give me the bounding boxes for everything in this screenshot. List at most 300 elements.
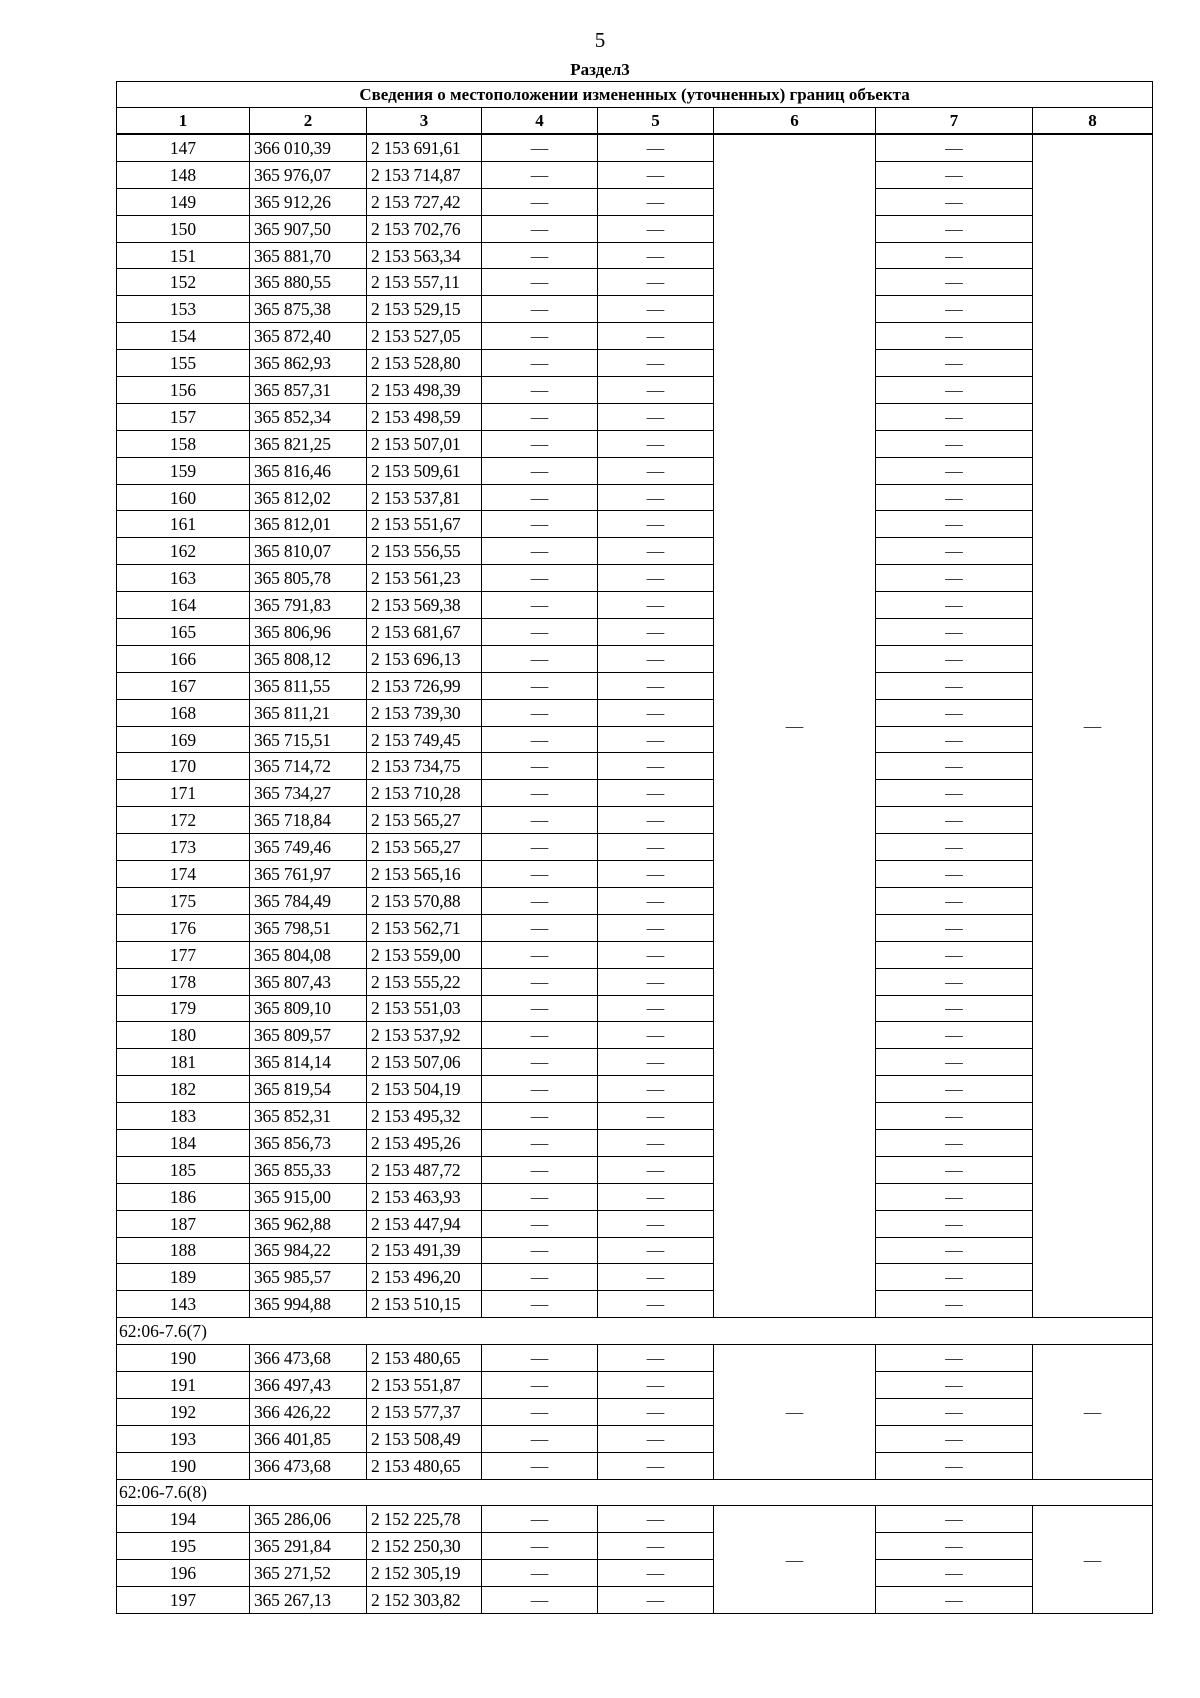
coordinate-y: 2 153 734,75: [367, 753, 482, 780]
column-5-value: —: [598, 699, 714, 726]
column-7-value: —: [876, 1103, 1033, 1130]
column-4-value: —: [482, 1076, 598, 1103]
coordinate-x: 365 821,25: [250, 430, 367, 457]
column-7-value: —: [876, 296, 1033, 323]
column-5-value: —: [598, 995, 714, 1022]
column-4-value: —: [482, 484, 598, 511]
coordinate-y: 2 153 565,27: [367, 807, 482, 834]
table-row: [117, 672, 1153, 699]
column-5-value: —: [598, 1560, 714, 1587]
table-row: [117, 296, 1153, 323]
point-number: 193: [117, 1425, 250, 1452]
coordinate-x: 366 497,43: [250, 1371, 367, 1398]
point-number: 150: [117, 215, 250, 242]
column-header: 4: [482, 108, 598, 135]
point-number: 166: [117, 645, 250, 672]
point-number: 164: [117, 592, 250, 619]
column-4-value: —: [482, 242, 598, 269]
coordinate-x: 365 714,72: [250, 753, 367, 780]
column-7-value: —: [876, 1210, 1033, 1237]
point-number: 174: [117, 861, 250, 888]
coordinate-x: 365 810,07: [250, 538, 367, 565]
column-4-value: —: [482, 296, 598, 323]
column-5-value: —: [598, 726, 714, 753]
table-row: [117, 861, 1153, 888]
column-4-value: —: [482, 323, 598, 350]
column-4-value: —: [482, 592, 598, 619]
column-7-value: —: [876, 995, 1033, 1022]
group-header-row: [117, 1318, 1153, 1345]
column-5-value: —: [598, 403, 714, 430]
table-row: [117, 1345, 1153, 1372]
column-5-value: —: [598, 1049, 714, 1076]
point-number: 196: [117, 1560, 250, 1587]
column-4-value: —: [482, 834, 598, 861]
column-4-value: —: [482, 1237, 598, 1264]
column-4-value: —: [482, 1049, 598, 1076]
coordinate-y: 2 153 570,88: [367, 887, 482, 914]
column-7-value: —: [876, 1425, 1033, 1452]
coordinate-y: 2 153 496,20: [367, 1264, 482, 1291]
table-row: [117, 968, 1153, 995]
coordinate-y: 2 153 504,19: [367, 1076, 482, 1103]
point-number: 183: [117, 1103, 250, 1130]
column-5-value: —: [598, 1506, 714, 1533]
column-5-value: —: [598, 296, 714, 323]
table-row: [117, 538, 1153, 565]
column-7-value: —: [876, 1264, 1033, 1291]
coordinate-y: 2 153 508,49: [367, 1425, 482, 1452]
point-number: 190: [117, 1452, 250, 1479]
table-row: [117, 403, 1153, 430]
column-7-value: —: [876, 188, 1033, 215]
column-7-value: —: [876, 538, 1033, 565]
table-row: [117, 1452, 1153, 1479]
coordinate-y: 2 153 529,15: [367, 296, 482, 323]
point-number: 179: [117, 995, 250, 1022]
coordinate-x: 365 852,34: [250, 403, 367, 430]
point-number: 168: [117, 699, 250, 726]
point-number: 157: [117, 403, 250, 430]
table-row: [117, 1156, 1153, 1183]
column-5-value: —: [598, 1291, 714, 1318]
coordinate-y: 2 153 495,26: [367, 1129, 482, 1156]
column-4-value: —: [482, 699, 598, 726]
column-5-value: —: [598, 1587, 714, 1614]
column-7-value: —: [876, 565, 1033, 592]
coordinate-y: 2 153 559,00: [367, 941, 482, 968]
point-number: 175: [117, 887, 250, 914]
column-7-value: —: [876, 1156, 1033, 1183]
column-4-value: —: [482, 726, 598, 753]
table-row: [117, 430, 1153, 457]
column-5-value: —: [598, 1103, 714, 1130]
table-row: [117, 161, 1153, 188]
column-5-value: —: [598, 1264, 714, 1291]
column-7-value: —: [876, 161, 1033, 188]
column-4-value: —: [482, 1291, 598, 1318]
point-number: 194: [117, 1506, 250, 1533]
column-5-value: —: [598, 780, 714, 807]
point-number: 176: [117, 914, 250, 941]
coordinate-y: 2 153 726,99: [367, 672, 482, 699]
column-7-value: —: [876, 887, 1033, 914]
coordinate-y: 2 153 681,67: [367, 619, 482, 646]
column-5-value: —: [598, 1533, 714, 1560]
point-number: 195: [117, 1533, 250, 1560]
table-row: [117, 457, 1153, 484]
column-header: 6: [714, 108, 876, 135]
column-5-value: —: [598, 807, 714, 834]
table-row: [117, 1076, 1153, 1103]
point-number: 191: [117, 1371, 250, 1398]
column-4-value: —: [482, 753, 598, 780]
table-row: [117, 914, 1153, 941]
point-number: 148: [117, 161, 250, 188]
column-4-value: —: [482, 645, 598, 672]
point-number: 172: [117, 807, 250, 834]
coordinate-x: 365 807,43: [250, 968, 367, 995]
column-5-value: —: [598, 861, 714, 888]
coordinate-x: 365 812,02: [250, 484, 367, 511]
coordinate-y: 2 153 527,05: [367, 323, 482, 350]
column-5-value: —: [598, 592, 714, 619]
column-4-value: —: [482, 780, 598, 807]
coordinate-y: 2 153 561,23: [367, 565, 482, 592]
coordinate-x: 365 819,54: [250, 1076, 367, 1103]
column-4-value: —: [482, 269, 598, 296]
column-5-value: —: [598, 377, 714, 404]
column-4-value: —: [482, 1103, 598, 1130]
column-header: 2: [250, 108, 367, 135]
point-number: 151: [117, 242, 250, 269]
coordinate-y: 2 153 555,22: [367, 968, 482, 995]
table-row: [117, 592, 1153, 619]
column-7-value: —: [876, 968, 1033, 995]
coordinate-y: 2 153 507,01: [367, 430, 482, 457]
column-7-value: —: [876, 780, 1033, 807]
table-row: [117, 780, 1153, 807]
point-number: 152: [117, 269, 250, 296]
point-number: 185: [117, 1156, 250, 1183]
coordinate-x: 366 010,39: [250, 134, 367, 161]
coordinate-x: 366 426,22: [250, 1398, 367, 1425]
coordinate-y: 2 153 569,38: [367, 592, 482, 619]
point-number: 169: [117, 726, 250, 753]
column-5-value: —: [598, 968, 714, 995]
column-5-value: —: [598, 1183, 714, 1210]
coordinate-x: 365 984,22: [250, 1237, 367, 1264]
coordinate-x: 365 985,57: [250, 1264, 367, 1291]
column-5-value: —: [598, 834, 714, 861]
coordinate-x: 365 798,51: [250, 914, 367, 941]
column-4-value: —: [482, 1156, 598, 1183]
point-number: 167: [117, 672, 250, 699]
coordinate-y: 2 153 749,45: [367, 726, 482, 753]
column-8-value: —: [1033, 1345, 1153, 1479]
coordinate-x: 365 809,57: [250, 1022, 367, 1049]
coordinate-x: 366 401,85: [250, 1425, 367, 1452]
coordinate-y: 2 153 565,16: [367, 861, 482, 888]
coordinate-x: 365 784,49: [250, 887, 367, 914]
group-header-row: [117, 1479, 1153, 1506]
column-4-value: —: [482, 511, 598, 538]
column-7-value: —: [876, 834, 1033, 861]
point-number: 165: [117, 619, 250, 646]
column-5-value: —: [598, 134, 714, 161]
column-4-value: —: [482, 350, 598, 377]
column-4-value: —: [482, 430, 598, 457]
coordinate-y: 2 153 551,03: [367, 995, 482, 1022]
table-row: [117, 484, 1153, 511]
coordinate-x: 365 907,50: [250, 215, 367, 242]
table-row: [117, 995, 1153, 1022]
coordinate-x: 365 271,52: [250, 1560, 367, 1587]
point-number: 163: [117, 565, 250, 592]
coordinate-x: 365 291,84: [250, 1533, 367, 1560]
coordinate-x: 365 805,78: [250, 565, 367, 592]
table-row: [117, 699, 1153, 726]
column-4-value: —: [482, 161, 598, 188]
table-row: [117, 1022, 1153, 1049]
column-7-value: —: [876, 1587, 1033, 1614]
column-4-value: —: [482, 672, 598, 699]
column-5-value: —: [598, 457, 714, 484]
column-5-value: —: [598, 645, 714, 672]
column-5-value: —: [598, 1452, 714, 1479]
column-5-value: —: [598, 619, 714, 646]
table-row: [117, 323, 1153, 350]
coordinate-y: 2 153 714,87: [367, 161, 482, 188]
column-4-value: —: [482, 538, 598, 565]
column-7-value: —: [876, 861, 1033, 888]
column-5-value: —: [598, 242, 714, 269]
point-number: 161: [117, 511, 250, 538]
table-row: [117, 1103, 1153, 1130]
column-5-value: —: [598, 511, 714, 538]
column-7-value: —: [876, 1049, 1033, 1076]
table-row: [117, 565, 1153, 592]
table-row: [117, 215, 1153, 242]
column-7-value: —: [876, 645, 1033, 672]
coordinate-y: 2 153 563,34: [367, 242, 482, 269]
coordinate-y: 2 153 551,87: [367, 1371, 482, 1398]
coordinate-x: 365 814,14: [250, 1049, 367, 1076]
column-5-value: —: [598, 672, 714, 699]
column-4-value: —: [482, 1506, 598, 1533]
point-number: 181: [117, 1049, 250, 1076]
column-4-value: —: [482, 377, 598, 404]
coordinate-x: 365 857,31: [250, 377, 367, 404]
coordinate-y: 2 153 556,55: [367, 538, 482, 565]
coordinate-x: 365 872,40: [250, 323, 367, 350]
point-number: 182: [117, 1076, 250, 1103]
column-7-value: —: [876, 753, 1033, 780]
column-5-value: —: [598, 1345, 714, 1372]
column-4-value: —: [482, 1452, 598, 1479]
coordinate-x: 365 881,70: [250, 242, 367, 269]
coordinate-y: 2 153 528,80: [367, 350, 482, 377]
column-5-value: —: [598, 1237, 714, 1264]
column-7-value: —: [876, 1533, 1033, 1560]
table-row: [117, 834, 1153, 861]
column-5-value: —: [598, 1129, 714, 1156]
coordinate-y: 2 153 577,37: [367, 1398, 482, 1425]
coordinate-x: 365 734,27: [250, 780, 367, 807]
coordinate-y: 2 153 727,42: [367, 188, 482, 215]
column-8-value: —: [1033, 134, 1153, 1318]
column-7-value: —: [876, 1452, 1033, 1479]
column-7-value: —: [876, 726, 1033, 753]
column-7-value: —: [876, 1183, 1033, 1210]
point-number: 158: [117, 430, 250, 457]
column-4-value: —: [482, 215, 598, 242]
coordinate-x: 365 915,00: [250, 1183, 367, 1210]
point-number: 189: [117, 1264, 250, 1291]
coordinate-y: 2 153 498,39: [367, 377, 482, 404]
point-number: 170: [117, 753, 250, 780]
column-5-value: —: [598, 484, 714, 511]
column-header: 7: [876, 108, 1033, 135]
coordinate-y: 2 153 562,71: [367, 914, 482, 941]
coordinate-x: 365 880,55: [250, 269, 367, 296]
column-5-value: —: [598, 269, 714, 296]
point-number: 160: [117, 484, 250, 511]
coordinate-y: 2 152 305,19: [367, 1560, 482, 1587]
column-4-value: —: [482, 457, 598, 484]
column-5-value: —: [598, 215, 714, 242]
coordinate-y: 2 153 510,15: [367, 1291, 482, 1318]
point-number: 154: [117, 323, 250, 350]
coordinate-y: 2 153 495,32: [367, 1103, 482, 1130]
point-number: 153: [117, 296, 250, 323]
coordinate-y: 2 153 696,13: [367, 645, 482, 672]
coordinate-y: 2 153 537,81: [367, 484, 482, 511]
coordinate-y: 2 153 557,11: [367, 269, 482, 296]
coordinate-x: 365 994,88: [250, 1291, 367, 1318]
coordinate-x: 365 912,26: [250, 188, 367, 215]
coordinate-y: 2 153 480,65: [367, 1452, 482, 1479]
coordinate-y: 2 153 702,76: [367, 215, 482, 242]
coordinate-x: 365 976,07: [250, 161, 367, 188]
column-7-value: —: [876, 242, 1033, 269]
coordinate-y: 2 153 463,93: [367, 1183, 482, 1210]
point-number: 188: [117, 1237, 250, 1264]
table-row: [117, 1506, 1153, 1533]
table-row: [117, 188, 1153, 215]
column-5-value: —: [598, 1425, 714, 1452]
table-row: [117, 511, 1153, 538]
column-4-value: —: [482, 619, 598, 646]
column-7-value: —: [876, 1129, 1033, 1156]
coordinate-x: 365 809,10: [250, 995, 367, 1022]
section-title: Раздел3: [570, 60, 630, 79]
point-number: 173: [117, 834, 250, 861]
point-number: 171: [117, 780, 250, 807]
point-number: 155: [117, 350, 250, 377]
column-5-value: —: [598, 914, 714, 941]
table-row: [117, 350, 1153, 377]
column-7-value: —: [876, 807, 1033, 834]
column-8-value: —: [1033, 1506, 1153, 1614]
column-7-value: —: [876, 403, 1033, 430]
coordinate-x: 365 862,93: [250, 350, 367, 377]
column-4-value: —: [482, 1129, 598, 1156]
column-4-value: —: [482, 1560, 598, 1587]
column-5-value: —: [598, 565, 714, 592]
column-4-value: —: [482, 1022, 598, 1049]
column-7-value: —: [876, 430, 1033, 457]
column-4-value: —: [482, 1587, 598, 1614]
coordinate-y: 2 153 491,39: [367, 1237, 482, 1264]
column-7-value: —: [876, 215, 1033, 242]
point-number: 162: [117, 538, 250, 565]
coordinate-x: 365 856,73: [250, 1129, 367, 1156]
coordinate-x: 365 816,46: [250, 457, 367, 484]
column-6-value: —: [714, 1345, 876, 1479]
point-number: 184: [117, 1129, 250, 1156]
column-7-value: —: [876, 672, 1033, 699]
boundary-coordinates-table: [116, 81, 1153, 1614]
column-5-value: —: [598, 753, 714, 780]
coordinate-x: 365 806,96: [250, 619, 367, 646]
column-4-value: —: [482, 1425, 598, 1452]
group-label: 62:06-7.6(8): [117, 1479, 1153, 1506]
table-row: [117, 134, 1153, 161]
column-4-value: —: [482, 1533, 598, 1560]
coordinate-x: 365 791,83: [250, 592, 367, 619]
column-4-value: —: [482, 403, 598, 430]
table-row: [117, 1237, 1153, 1264]
coordinate-y: 2 153 480,65: [367, 1345, 482, 1372]
coordinate-x: 365 852,31: [250, 1103, 367, 1130]
table-row: [117, 1129, 1153, 1156]
group-label: 62:06-7.6(7): [117, 1318, 1153, 1345]
column-7-value: —: [876, 457, 1033, 484]
column-4-value: —: [482, 134, 598, 161]
point-number: 180: [117, 1022, 250, 1049]
coordinate-y: 2 153 507,06: [367, 1049, 482, 1076]
column-5-value: —: [598, 1371, 714, 1398]
coordinate-y: 2 152 225,78: [367, 1506, 482, 1533]
column-7-value: —: [876, 323, 1033, 350]
column-7-value: —: [876, 1237, 1033, 1264]
column-7-value: —: [876, 941, 1033, 968]
table-row: [117, 1210, 1153, 1237]
coordinate-y: 2 153 710,28: [367, 780, 482, 807]
column-4-value: —: [482, 1398, 598, 1425]
column-7-value: —: [876, 1398, 1033, 1425]
point-number: 190: [117, 1345, 250, 1372]
column-7-value: —: [876, 592, 1033, 619]
coordinate-x: 365 267,13: [250, 1587, 367, 1614]
point-number: 143: [117, 1291, 250, 1318]
table-row: [117, 1533, 1153, 1560]
column-5-value: —: [598, 323, 714, 350]
coordinate-y: 2 152 250,30: [367, 1533, 482, 1560]
coordinate-y: 2 153 691,61: [367, 134, 482, 161]
column-4-value: —: [482, 188, 598, 215]
coordinate-x: 365 715,51: [250, 726, 367, 753]
column-5-value: —: [598, 941, 714, 968]
table-row: [117, 619, 1153, 646]
point-number: 156: [117, 377, 250, 404]
coordinate-y: 2 153 498,59: [367, 403, 482, 430]
column-5-value: —: [598, 1156, 714, 1183]
column-4-value: —: [482, 807, 598, 834]
column-4-value: —: [482, 1183, 598, 1210]
column-5-value: —: [598, 430, 714, 457]
